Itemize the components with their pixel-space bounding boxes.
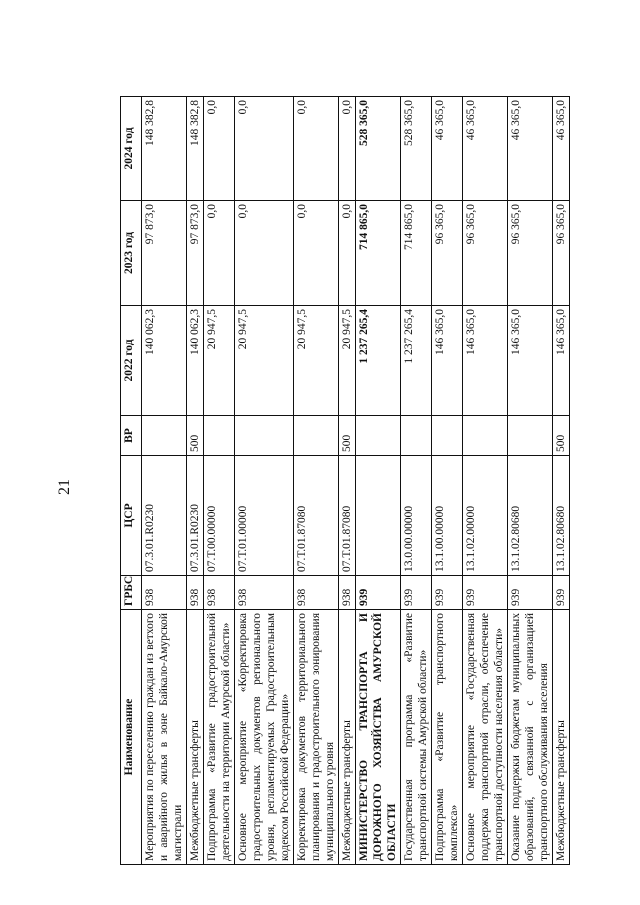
cell-y2023: 0,0 (204, 201, 235, 306)
cell-csr: 07.3.01.R0230 (187, 456, 204, 576)
header-grbs: ГРБС (121, 576, 142, 610)
cell-vr (463, 416, 508, 456)
cell-y2023: 0,0 (339, 201, 356, 306)
cell-y2022: 1 237 265,4 (356, 306, 401, 416)
cell-grbs: 938 (142, 576, 187, 610)
cell-y2022: 20 947,5 (339, 306, 356, 416)
page-number: 21 (56, 479, 73, 495)
table-row (187, 97, 204, 865)
cell-y2023: 96 365,0 (553, 201, 570, 306)
budget-table-container (120, 97, 570, 865)
cell-y2023: 714 865,0 (356, 201, 401, 306)
cell-name: МИНИСТЕРСТВО ТРАНСПОРТА И ДОРОЖНОГО ХОЗЯЙСТВА АМУРСКОЙ ОБЛАСТИ (356, 610, 401, 865)
table-row (553, 97, 570, 865)
cell-name: Подпрограмма «Развитие градостроительной деятельности на территории Амурской области» (204, 610, 235, 865)
cell-name: Подпрограмма «Развитие транспортного комплекса» (432, 610, 463, 865)
cell-csr: 07.3.01.R0230 (142, 456, 187, 576)
cell-y2023: 0,0 (235, 201, 294, 306)
cell-y2024: 0,0 (339, 97, 356, 201)
cell-csr: 13.1.02.80680 (508, 456, 553, 576)
cell-name: Государственная программа «Развитие транспортной системы Амурской области» (401, 610, 432, 865)
cell-y2024: 46 365,0 (463, 97, 508, 201)
cell-csr: 13.1.02.00000 (463, 456, 508, 576)
cell-vr: 500 (187, 416, 204, 456)
cell-vr: 500 (553, 416, 570, 456)
cell-y2024: 528 365,0 (356, 97, 401, 201)
cell-y2022: 20 947,5 (235, 306, 294, 416)
cell-grbs: 939 (508, 576, 553, 610)
cell-csr (356, 456, 401, 576)
cell-grbs: 939 (463, 576, 508, 610)
cell-grbs: 938 (235, 576, 294, 610)
cell-y2024: 46 365,0 (432, 97, 463, 201)
cell-csr: 07.Т.01.87080 (339, 456, 356, 576)
cell-csr: 07.Т.01.00000 (235, 456, 294, 576)
cell-y2022: 140 062,3 (142, 306, 187, 416)
cell-name: Межбюджетные трансферты (553, 610, 570, 865)
header-2024: 2024 год (121, 97, 142, 201)
cell-grbs: 938 (204, 576, 235, 610)
cell-y2024: 0,0 (294, 97, 339, 201)
header-2022: 2022 год (121, 306, 142, 416)
cell-y2022: 146 365,0 (508, 306, 553, 416)
cell-csr: 13.0.00.00000 (401, 456, 432, 576)
cell-y2023: 96 365,0 (432, 201, 463, 306)
cell-vr (142, 416, 187, 456)
cell-y2024: 0,0 (235, 97, 294, 201)
cell-y2022: 20 947,5 (204, 306, 235, 416)
cell-y2024: 46 365,0 (553, 97, 570, 201)
cell-csr: 07.Т.01.87080 (294, 456, 339, 576)
cell-name: Основное мероприятие «Государственная поддержка транспортной отрасли, обеспечение транспортной доступности населения области» (463, 610, 508, 865)
cell-y2022: 20 947,5 (294, 306, 339, 416)
cell-y2022: 146 365,0 (463, 306, 508, 416)
table-row (339, 97, 356, 865)
cell-y2024: 528 365,0 (401, 97, 432, 201)
table-header-row (121, 97, 142, 865)
cell-y2024: 0,0 (204, 97, 235, 201)
budget-table (120, 96, 570, 865)
cell-csr: 13.1.00.00000 (432, 456, 463, 576)
table-row (294, 97, 339, 865)
cell-y2023: 97 873,0 (187, 201, 204, 306)
cell-y2024: 148 382,8 (142, 97, 187, 201)
cell-name: Межбюджетные трансферты (187, 610, 204, 865)
cell-csr: 13.1.02.80680 (553, 456, 570, 576)
table-row (142, 97, 187, 865)
cell-grbs: 938 (294, 576, 339, 610)
cell-y2022: 146 365,0 (432, 306, 463, 416)
header-name: Наименование (121, 610, 142, 865)
table-row (432, 97, 463, 865)
cell-name: Корректировка документов территориального планирования и градостроительного зонирования муниципального уровня (294, 610, 339, 865)
cell-y2024: 46 365,0 (508, 97, 553, 201)
table-row (235, 97, 294, 865)
cell-name: Основное мероприятие «Корректировка градостроительных документов регионального уровня, регламентируемых Градостроительным кодексом Российской Федерации» (235, 610, 294, 865)
cell-csr: 07.Т.00.00000 (204, 456, 235, 576)
cell-name: Мероприятия по переселению граждан из ветхого и аварийного жилья в зоне Байкало-Амурской магистрали (142, 610, 187, 865)
cell-vr (294, 416, 339, 456)
cell-grbs: 939 (356, 576, 401, 610)
cell-y2023: 0,0 (294, 201, 339, 306)
cell-vr (356, 416, 401, 456)
cell-grbs: 939 (401, 576, 432, 610)
cell-vr: 500 (339, 416, 356, 456)
table-row (508, 97, 553, 865)
table-row (356, 97, 401, 865)
cell-y2023: 97 873,0 (142, 201, 187, 306)
cell-grbs: 939 (432, 576, 463, 610)
cell-vr (204, 416, 235, 456)
cell-y2023: 714 865,0 (401, 201, 432, 306)
cell-y2024: 148 382,8 (187, 97, 204, 201)
cell-y2023: 96 365,0 (508, 201, 553, 306)
cell-name: Межбюджетные трансферты (339, 610, 356, 865)
cell-y2022: 140 062,3 (187, 306, 204, 416)
cell-grbs: 938 (339, 576, 356, 610)
header-vr: ВР (121, 416, 142, 456)
cell-y2022: 1 237 265,4 (401, 306, 432, 416)
cell-y2022: 146 365,0 (553, 306, 570, 416)
table-row (204, 97, 235, 865)
cell-vr (235, 416, 294, 456)
cell-grbs: 938 (187, 576, 204, 610)
cell-grbs: 939 (553, 576, 570, 610)
cell-vr (432, 416, 463, 456)
cell-y2023: 96 365,0 (463, 201, 508, 306)
cell-vr (508, 416, 553, 456)
table-row (401, 97, 432, 865)
table-row (463, 97, 508, 865)
cell-vr (401, 416, 432, 456)
header-csr: ЦСР (121, 456, 142, 576)
header-2023: 2023 год (121, 201, 142, 306)
cell-name: Оказание поддержки бюджетам муниципальных образований, связанной с организацией транспортного обслуживания населения (508, 610, 553, 865)
